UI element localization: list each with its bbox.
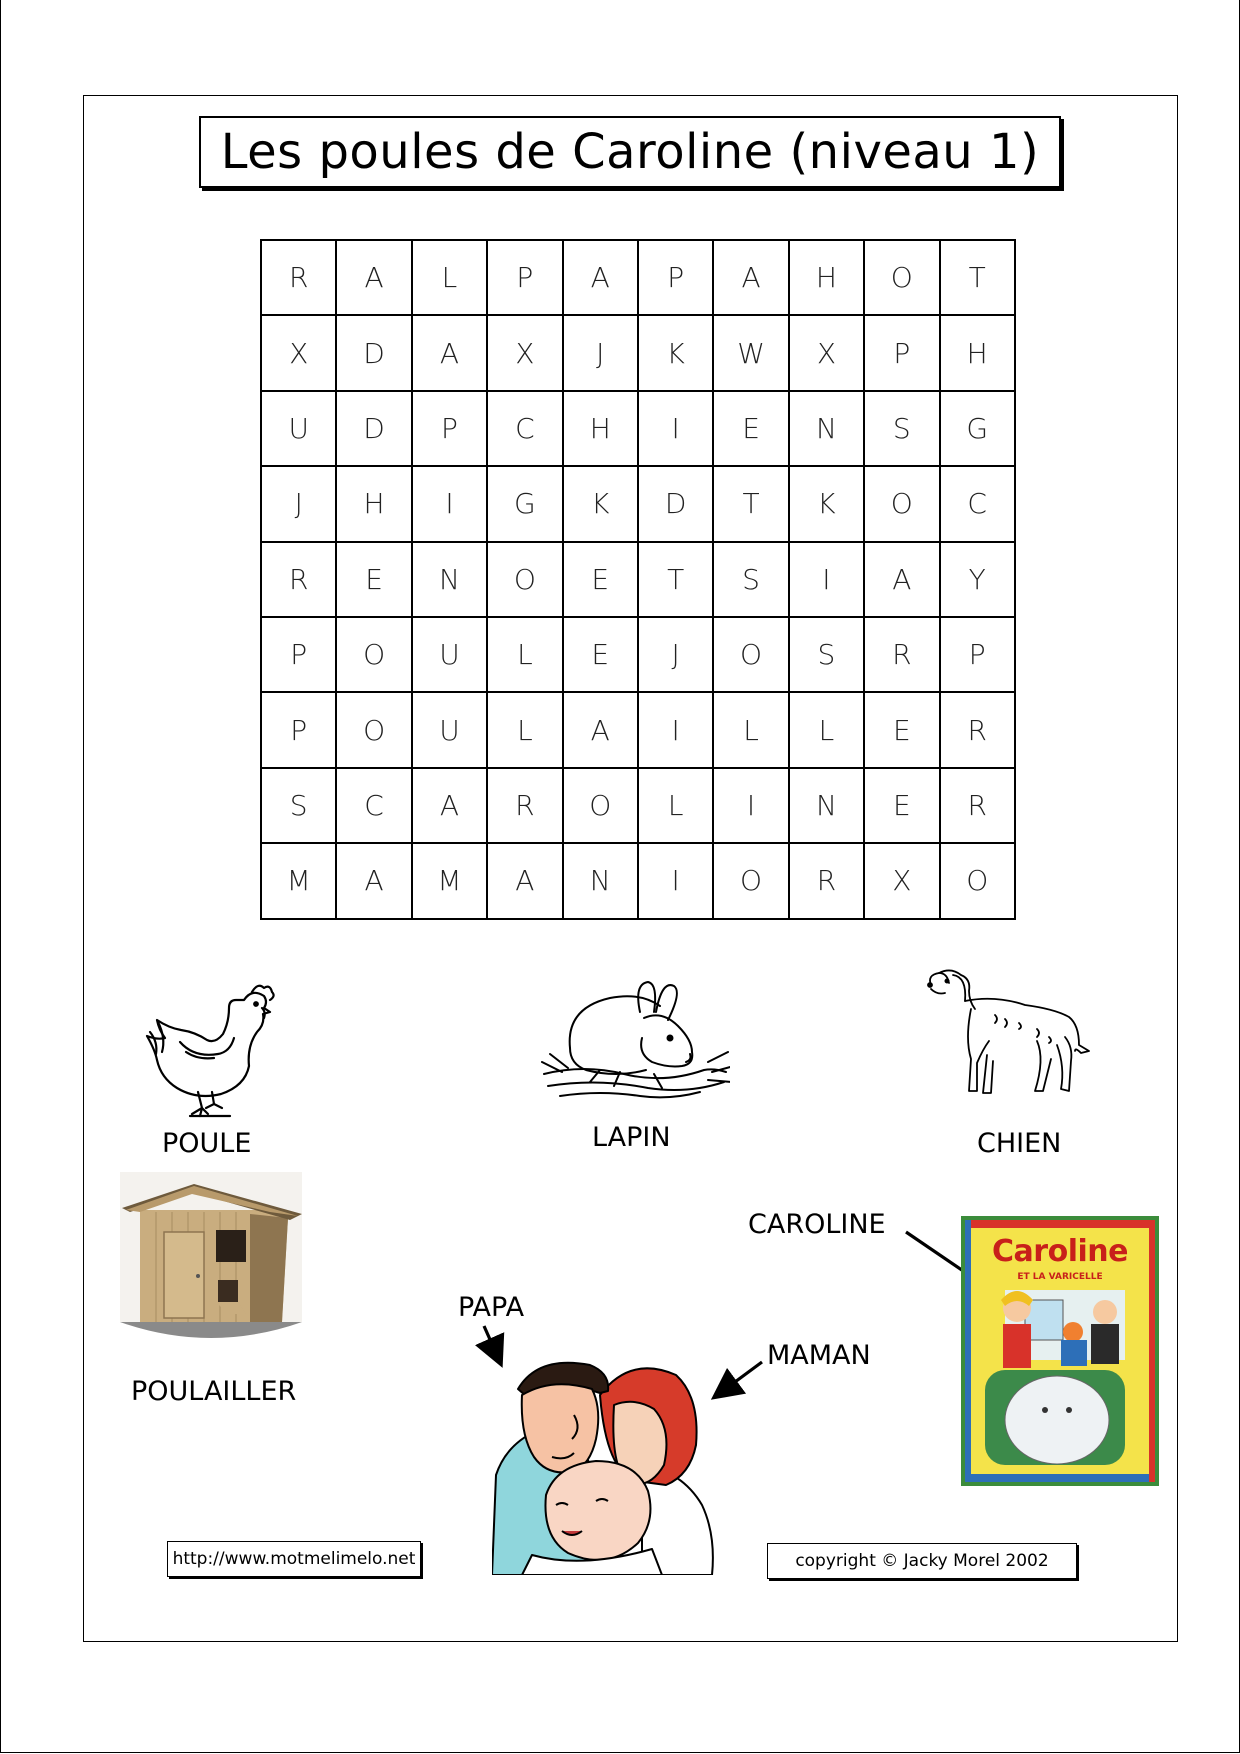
grid-letter-cell[interactable]: K bbox=[638, 315, 713, 390]
grid-letter-cell[interactable]: O bbox=[336, 617, 411, 692]
grid-letter-cell[interactable]: S bbox=[789, 617, 864, 692]
grid-letter-cell[interactable]: A bbox=[336, 240, 411, 315]
grid-letter-cell[interactable]: K bbox=[563, 466, 638, 541]
word-label-lapin: LAPIN bbox=[592, 1122, 671, 1153]
grid-letter-cell[interactable]: X bbox=[789, 315, 864, 390]
grid-letter-cell[interactable]: P bbox=[261, 617, 336, 692]
grid-letter-cell[interactable]: N bbox=[789, 768, 864, 843]
grid-letter-cell[interactable]: U bbox=[412, 692, 487, 767]
grid-letter-cell[interactable]: O bbox=[940, 843, 1015, 918]
grid-letter-cell[interactable]: G bbox=[940, 391, 1015, 466]
grid-letter-cell[interactable]: R bbox=[261, 542, 336, 617]
grid-letter-cell[interactable]: W bbox=[713, 315, 788, 390]
grid-letter-cell[interactable]: J bbox=[563, 315, 638, 390]
grid-letter-cell[interactable]: A bbox=[713, 240, 788, 315]
grid-letter-cell[interactable]: P bbox=[638, 240, 713, 315]
grid-letter-cell[interactable]: O bbox=[336, 692, 411, 767]
grid-letter-cell[interactable]: M bbox=[261, 843, 336, 918]
grid-letter-cell[interactable]: A bbox=[336, 843, 411, 918]
grid-letter-cell[interactable]: N bbox=[563, 843, 638, 918]
grid-letter-cell[interactable]: S bbox=[864, 391, 939, 466]
grid-letter-cell[interactable]: O bbox=[487, 542, 562, 617]
page-title: Les poules de Caroline (niveau 1) bbox=[199, 116, 1061, 188]
grid-letter-cell[interactable]: S bbox=[261, 768, 336, 843]
grid-letter-cell[interactable]: L bbox=[638, 768, 713, 843]
grid-letter-cell[interactable]: K bbox=[789, 466, 864, 541]
grid-letter-cell[interactable]: I bbox=[638, 391, 713, 466]
grid-letter-cell[interactable]: H bbox=[563, 391, 638, 466]
website-url-box: http://www.motmelimelo.net bbox=[167, 1541, 421, 1577]
grid-letter-cell[interactable]: U bbox=[412, 617, 487, 692]
grid-letter-cell[interactable]: I bbox=[412, 466, 487, 541]
grid-letter-cell[interactable]: P bbox=[261, 692, 336, 767]
grid-letter-cell[interactable]: N bbox=[789, 391, 864, 466]
word-label-chien: CHIEN bbox=[977, 1128, 1062, 1159]
grid-letter-cell[interactable]: A bbox=[563, 692, 638, 767]
grid-letter-cell[interactable]: H bbox=[940, 315, 1015, 390]
grid-letter-cell[interactable]: X bbox=[261, 315, 336, 390]
grid-letter-cell[interactable]: D bbox=[336, 315, 411, 390]
grid-letter-cell[interactable]: C bbox=[940, 466, 1015, 541]
grid-letter-cell[interactable]: C bbox=[336, 768, 411, 843]
grid-letter-cell[interactable]: E bbox=[563, 617, 638, 692]
grid-letter-cell[interactable]: E bbox=[563, 542, 638, 617]
grid-letter-cell[interactable]: C bbox=[487, 391, 562, 466]
grid-letter-cell[interactable]: T bbox=[713, 466, 788, 541]
grid-letter-cell[interactable]: A bbox=[412, 768, 487, 843]
grid-letter-cell[interactable]: A bbox=[864, 542, 939, 617]
grid-letter-cell[interactable]: S bbox=[713, 542, 788, 617]
grid-letter-cell[interactable]: R bbox=[940, 692, 1015, 767]
word-label-caroline: CAROLINE bbox=[748, 1209, 886, 1240]
grid-letter-cell[interactable]: O bbox=[864, 240, 939, 315]
grid-letter-cell[interactable]: H bbox=[336, 466, 411, 541]
grid-letter-cell[interactable]: P bbox=[412, 391, 487, 466]
grid-letter-cell[interactable]: G bbox=[487, 466, 562, 541]
grid-letter-cell[interactable]: L bbox=[713, 692, 788, 767]
grid-letter-cell[interactable]: D bbox=[336, 391, 411, 466]
grid-letter-cell[interactable]: L bbox=[487, 692, 562, 767]
grid-letter-cell[interactable]: P bbox=[864, 315, 939, 390]
grid-letter-cell[interactable]: R bbox=[789, 843, 864, 918]
grid-letter-cell[interactable]: X bbox=[864, 843, 939, 918]
grid-letter-cell[interactable]: A bbox=[487, 843, 562, 918]
grid-letter-cell[interactable]: R bbox=[261, 240, 336, 315]
grid-letter-cell[interactable]: E bbox=[336, 542, 411, 617]
grid-letter-cell[interactable]: D bbox=[638, 466, 713, 541]
grid-letter-cell[interactable]: T bbox=[940, 240, 1015, 315]
grid-letter-cell[interactable]: T bbox=[638, 542, 713, 617]
grid-letter-cell[interactable]: M bbox=[412, 843, 487, 918]
grid-letter-cell[interactable]: E bbox=[864, 692, 939, 767]
grid-letter-cell[interactable]: R bbox=[864, 617, 939, 692]
grid-letter-cell[interactable]: R bbox=[940, 768, 1015, 843]
word-label-poulailler: POULAILLER bbox=[131, 1376, 297, 1407]
word-label-maman: MAMAN bbox=[767, 1340, 871, 1371]
grid-letter-cell[interactable]: N bbox=[412, 542, 487, 617]
grid-letter-cell[interactable]: I bbox=[713, 768, 788, 843]
grid-letter-cell[interactable]: H bbox=[789, 240, 864, 315]
word-label-poule: POULE bbox=[162, 1128, 252, 1159]
grid-letter-cell[interactable]: L bbox=[789, 692, 864, 767]
grid-letter-cell[interactable]: E bbox=[864, 768, 939, 843]
grid-letter-cell[interactable]: P bbox=[487, 240, 562, 315]
grid-letter-cell[interactable]: O bbox=[864, 466, 939, 541]
grid-letter-cell[interactable]: J bbox=[638, 617, 713, 692]
grid-letter-cell[interactable]: P bbox=[940, 617, 1015, 692]
grid-letter-cell[interactable]: I bbox=[789, 542, 864, 617]
grid-letter-cell[interactable]: Y bbox=[940, 542, 1015, 617]
grid-letter-cell[interactable]: R bbox=[487, 768, 562, 843]
copyright-box: copyright © Jacky Morel 2002 bbox=[767, 1543, 1077, 1579]
grid-letter-cell[interactable]: I bbox=[638, 692, 713, 767]
grid-letter-cell[interactable]: I bbox=[638, 843, 713, 918]
grid-letter-cell[interactable]: L bbox=[412, 240, 487, 315]
grid-letter-cell[interactable]: A bbox=[412, 315, 487, 390]
grid-letter-cell[interactable]: X bbox=[487, 315, 562, 390]
grid-letter-cell[interactable]: A bbox=[563, 240, 638, 315]
grid-letter-cell[interactable]: O bbox=[563, 768, 638, 843]
grid-letter-cell[interactable]: U bbox=[261, 391, 336, 466]
grid-letter-cell[interactable]: O bbox=[713, 843, 788, 918]
grid-letter-cell[interactable]: E bbox=[713, 391, 788, 466]
family-illustration bbox=[492, 1355, 717, 1575]
grid-letter-cell[interactable]: L bbox=[487, 617, 562, 692]
grid-letter-cell[interactable]: J bbox=[261, 466, 336, 541]
book-cover-title: Caroline bbox=[992, 1234, 1128, 1269]
word-label-papa: PAPA bbox=[458, 1292, 525, 1323]
grid-letter-cell[interactable]: O bbox=[713, 617, 788, 692]
book-cover-subtitle: ET LA VARICELLE bbox=[1017, 1272, 1103, 1282]
caroline-book-cover bbox=[961, 1216, 1159, 1486]
maman-arrow bbox=[716, 1362, 762, 1396]
